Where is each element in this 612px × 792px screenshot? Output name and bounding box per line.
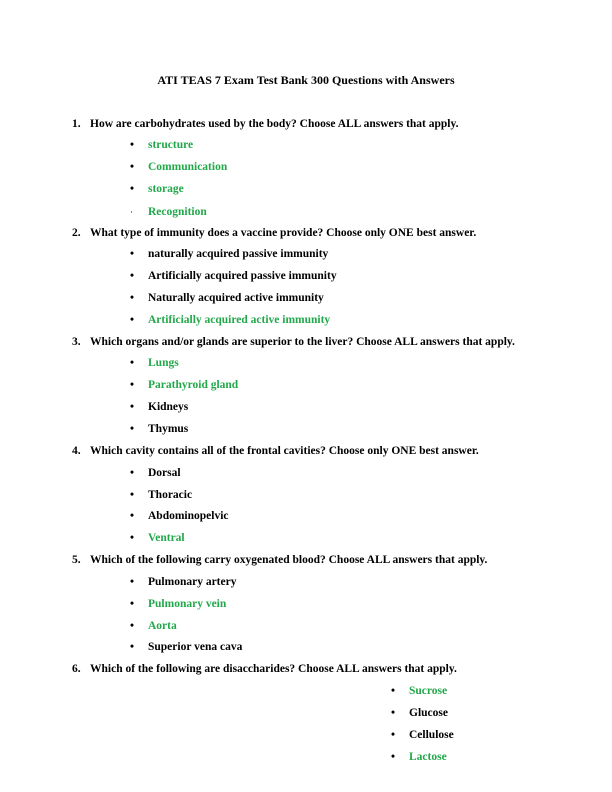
- question-number: 3.: [72, 336, 81, 348]
- bullet-icon: ·: [130, 207, 133, 217]
- bullet-icon: •: [130, 576, 135, 588]
- bullet-icon: •: [130, 161, 135, 173]
- bullet-icon: •: [130, 357, 135, 369]
- bullet-icon: •: [130, 641, 135, 653]
- bullet-icon: •: [130, 314, 135, 326]
- option-label: naturally acquired passive immunity: [148, 248, 329, 260]
- option-lactose: [391, 751, 447, 763]
- option-label: Kidneys: [148, 401, 189, 413]
- option-naturally-active: [130, 292, 324, 304]
- option-label: Cellulose: [409, 729, 454, 741]
- bullet-icon: •: [130, 489, 135, 501]
- bullet-icon: •: [130, 510, 135, 522]
- option-label: Naturally acquired active immunity: [148, 292, 324, 304]
- document-title: ATI TEAS 7 Exam Test Bank 300 Questions with Answers: [157, 73, 455, 87]
- option-pulmonary-artery: [130, 576, 236, 588]
- option-label: Ventral: [148, 532, 185, 544]
- option-label: storage: [148, 183, 184, 195]
- option-label: Artificially acquired passive immunity: [148, 270, 337, 282]
- option-naturally-passive: [130, 248, 328, 260]
- option-label: Recognition: [148, 206, 207, 218]
- option-kidneys: [130, 401, 188, 413]
- option-lungs: [130, 357, 179, 369]
- bullet-icon: •: [391, 729, 396, 741]
- option-thymus: [130, 423, 188, 435]
- option-label: Dorsal: [148, 467, 181, 479]
- bullet-icon: •: [130, 467, 135, 479]
- option-glucose: [391, 707, 448, 719]
- question-text: What type of immunity does a vaccine provide? Choose only ONE best answer.: [90, 227, 477, 239]
- option-artificially-active: [130, 314, 330, 326]
- option-dorsal: [130, 467, 181, 479]
- option-artificially-passive: [130, 270, 337, 282]
- option-label: Lactose: [409, 751, 447, 763]
- option-communication: [130, 161, 227, 173]
- question-text: How are carbohydrates used by the body? Choose ALL answers that apply.: [90, 118, 459, 130]
- question-text: Which organs and/or glands are superior to the liver? Choose ALL answers that apply.: [90, 336, 515, 348]
- question-text: Which of the following are disaccharides? Choose ALL answers that apply.: [90, 663, 457, 675]
- bullet-icon: •: [130, 598, 135, 610]
- question-6: [72, 663, 457, 675]
- option-ventral: [130, 532, 185, 544]
- option-label: Sucrose: [409, 685, 448, 697]
- bullet-icon: •: [391, 685, 396, 697]
- question-number: 2.: [72, 227, 81, 239]
- bullet-icon: •: [130, 620, 135, 632]
- bullet-icon: •: [130, 379, 135, 391]
- question-number: 6.: [72, 663, 81, 675]
- option-structure: [130, 139, 193, 151]
- option-storage: [130, 183, 184, 195]
- option-pulmonary-vein: [130, 598, 226, 610]
- option-label: Abdominopelvic: [148, 510, 229, 522]
- option-sucrose: [391, 685, 447, 697]
- question-2: [72, 227, 476, 239]
- question-5: [72, 554, 487, 566]
- option-label: Lungs: [148, 357, 179, 369]
- question-4: [72, 445, 479, 457]
- option-abdominopelvic: [130, 510, 229, 522]
- bullet-icon: •: [130, 292, 135, 304]
- question-text: Which cavity contains all of the frontal cavities? Choose only ONE best answer.: [90, 445, 479, 457]
- option-label: structure: [148, 139, 194, 151]
- question-text: Which of the following carry oxygenated blood? Choose ALL answers that apply.: [90, 554, 488, 566]
- bullet-icon: •: [130, 401, 135, 413]
- option-label: Communication: [148, 161, 228, 173]
- option-label: Glucose: [409, 707, 448, 719]
- bullet-icon: •: [130, 183, 135, 195]
- bullet-icon: •: [130, 248, 135, 260]
- bullet-icon: •: [391, 751, 396, 763]
- option-recognition: [130, 206, 207, 218]
- option-label: Thoracic: [148, 489, 193, 501]
- option-thoracic: [130, 489, 192, 501]
- option-label: Artificially acquired active immunity: [148, 314, 331, 326]
- question-number: 1.: [72, 118, 81, 130]
- bullet-icon: •: [391, 707, 396, 719]
- option-label: Aorta: [148, 620, 177, 632]
- bullet-icon: •: [130, 532, 135, 544]
- question-3: [72, 336, 515, 348]
- option-label: Superior vena cava: [148, 641, 243, 653]
- option-cellulose: [391, 729, 454, 741]
- bullet-icon: •: [130, 423, 135, 435]
- option-label: Thymus: [148, 423, 189, 435]
- option-label: Parathyroid gland: [148, 379, 239, 391]
- option-label: Pulmonary artery: [148, 576, 237, 588]
- bullet-icon: •: [130, 270, 135, 282]
- option-label: Pulmonary vein: [148, 598, 227, 610]
- option-aorta: [130, 620, 177, 632]
- question-number: 4.: [72, 445, 81, 457]
- option-parathyroid-gland: [130, 379, 238, 391]
- option-superior-vena-cava: [130, 641, 242, 653]
- question-1: [72, 118, 458, 130]
- bullet-icon: •: [130, 139, 135, 151]
- question-number: 5.: [72, 554, 81, 566]
